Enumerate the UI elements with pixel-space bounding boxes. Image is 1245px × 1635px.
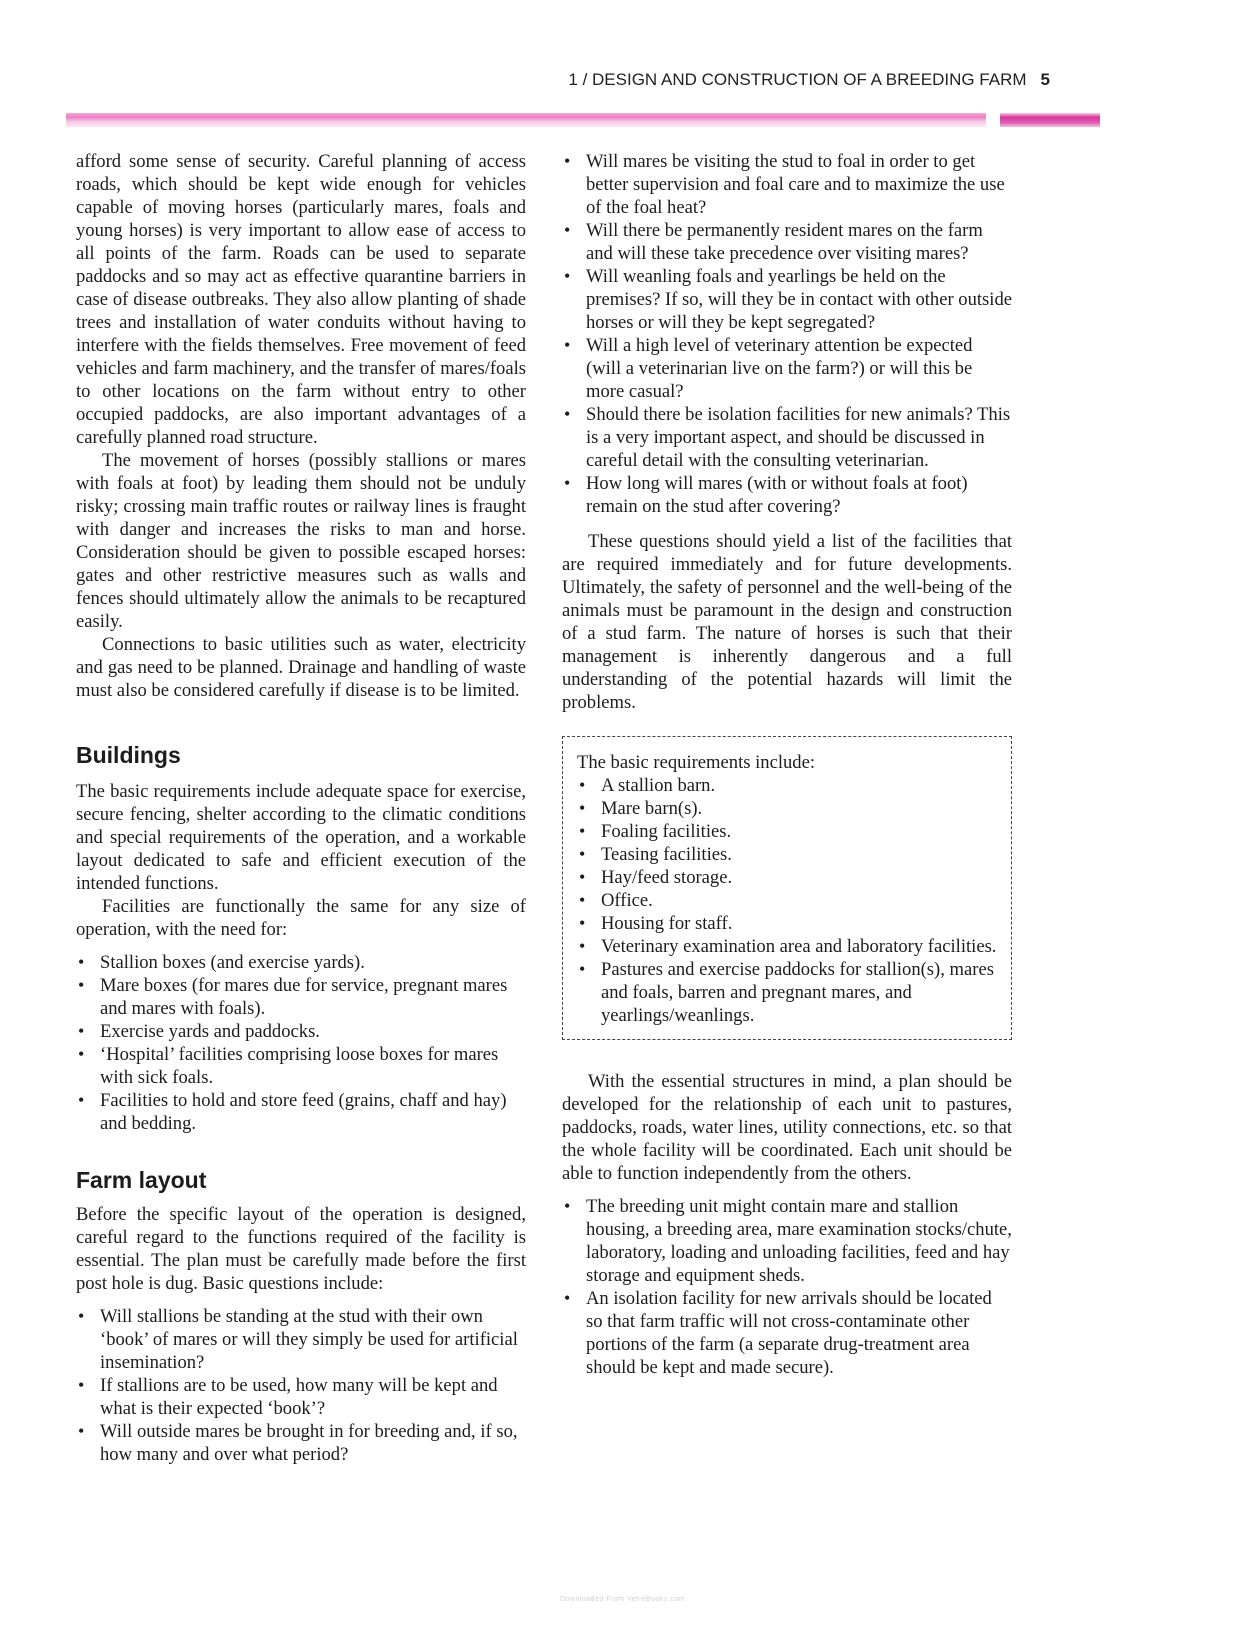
paragraph: These questions should yield a list of the facilities that are required immediately and for future developments. Ultimately, the safety of personnel and the well-being of the animals must be paramount in the design and construction of a stud farm. The nature of horses is such that their management is inherently dangerous and a full understanding of the potential hazards will limit the problems. [562,531,1012,713]
list-item: • Will a high level of veterinary attention be expected (will a veterinarian live on the farm?) or will this be more casual? [562,334,1012,403]
paragraph: Facilities are functionally the same for any size of operation, with the need for: [76,896,526,940]
list-item: • The breeding unit might contain mare and stallion housing, a breeding area, mare examination stocks/chute, laboratory, loading and unloading facilities, feed and hay storage and equipment sheds. [562,1195,1012,1287]
units-list [562,1195,1012,1379]
list-item: • Foaling facilities. [577,820,997,843]
questions-list [76,1305,526,1466]
questions-list-continued [562,150,1012,518]
facilities-list [76,951,526,1135]
section-heading-buildings: Buildings [76,742,181,768]
header-rule [66,113,986,127]
paragraph: afford some sense of security. Careful planning of access roads, which should be kept wide enough for vehicles capable of moving horses (particularly mares, foals and young horses) is very important to allow ease of access to all points of the farm. Roads can be used to separate paddocks and so may act as effective quarantine barriers in case of disease outbreaks. They also allow planting of shade trees and installation of water conduits without having to interfere with the fields themselves. Free movement of feed vehicles and farm machinery, and the transfer of mares/foals to other locations on the farm without entry to other occupied paddocks, are also important advantages of a carefully planned road structure. [76,151,526,448]
paragraph: The basic requirements include adequate space for exercise, secure fencing, shelter according to the climatic conditions and special requirements of the operation, and a workable layout dedicated to safe and efficient execution of the intended functions. [76,781,526,894]
requirements-list [577,774,997,1027]
left-column [76,150,526,1466]
list-item: • Pastures and exercise paddocks for stallion(s), mares and foals, barren and pregnant mares, and yearlings/weanlings. [577,958,997,1027]
box-intro: The basic requirements include: [577,752,816,773]
list-item: • Facilities to hold and store feed (grains, chaff and hay) and bedding. [76,1089,526,1135]
paragraph: The movement of horses (possibly stallions or mares with foals at foot) by leading them should not be unduly risky; crossing main traffic routes or railway lines is fraught with danger and increases the risks to man and horse. Consideration should be given to possible escaped horses: gates and other restrictive measures such as walls and fences should ultimately allow the animals to be recaptured easily. [76,450,526,632]
list-item: • Office. [577,889,997,912]
list-item: • Veterinary examination area and laboratory facilities. [577,935,997,958]
running-header [520,70,1050,90]
list-item: • Will mares be visiting the stud to foal in order to get better supervision and foal care and to maximize the use of the foal heat? [562,150,1012,219]
list-item: • Housing for staff. [577,912,997,935]
list-item: • Should there be isolation facilities for new animals? This is a very important aspect, and should be discussed in careful detail with the consulting veterinarian. [562,403,1012,472]
section-heading-farm-layout: Farm layout [76,1167,207,1193]
requirements-box [562,736,1012,1040]
paragraph: Before the specific layout of the operation is designed, careful regard to the functions required of the facility is essential. The plan must be carefully made before the first post hole is dug. Basic questions include: [76,1204,526,1294]
list-item: • A stallion barn. [577,774,997,797]
watermark-footer: Downloaded From Vet-eBooks.com [559,1596,686,1603]
list-item: • Hay/feed storage. [577,866,997,889]
list-item: • An isolation facility for new arrivals should be located so that farm traffic will not cross-contaminate other portions of the farm (a separate drug-treatment area should be kept and made secure). [562,1287,1012,1379]
paragraph: With the essential structures in mind, a plan should be developed for the relationship of each unit to pastures, paddocks, roads, water lines, utility connections, etc. so that the whole facility will be coordinated. Each unit should be able to function independently from the others. [562,1071,1012,1184]
list-item: • Will outside mares be brought in for breeding and, if so, how many and over what period? [76,1420,526,1466]
header-rule-accent [1000,113,1100,127]
page-number: 5 [1040,70,1050,89]
right-column [562,150,1012,1379]
list-item: • How long will mares (with or without foals at foot) remain on the stud after covering? [562,472,1012,518]
paragraph: Connections to basic utilities such as water, electricity and gas need to be planned. Drainage and handling of waste must also be considered carefully if disease is to be limited. [76,634,526,701]
list-item: • Mare barn(s). [577,797,997,820]
list-item: • If stallions are to be used, how many will be kept and what is their expected ‘book’? [76,1374,526,1420]
list-item: • Will there be permanently resident mares on the farm and will these take precedence over visiting mares? [562,219,1012,265]
list-item: • Teasing facilities. [577,843,997,866]
list-item: • Mare boxes (for mares due for service, pregnant mares and mares with foals). [76,974,526,1020]
list-item: • ‘Hospital’ facilities comprising loose boxes for mares with sick foals. [76,1043,526,1089]
list-item: • Will stallions be standing at the stud with their own ‘book’ of mares or will they simply be used for artificial insemination? [76,1305,526,1374]
list-item: • Exercise yards and paddocks. [76,1020,526,1043]
list-item: • Stallion boxes (and exercise yards). [76,951,526,974]
chapter-title: 1 / DESIGN AND CONSTRUCTION OF A BREEDING FARM [568,70,1027,89]
list-item: • Will weanling foals and yearlings be held on the premises? If so, will they be in contact with other outside horses or will they be kept segregated? [562,265,1012,334]
